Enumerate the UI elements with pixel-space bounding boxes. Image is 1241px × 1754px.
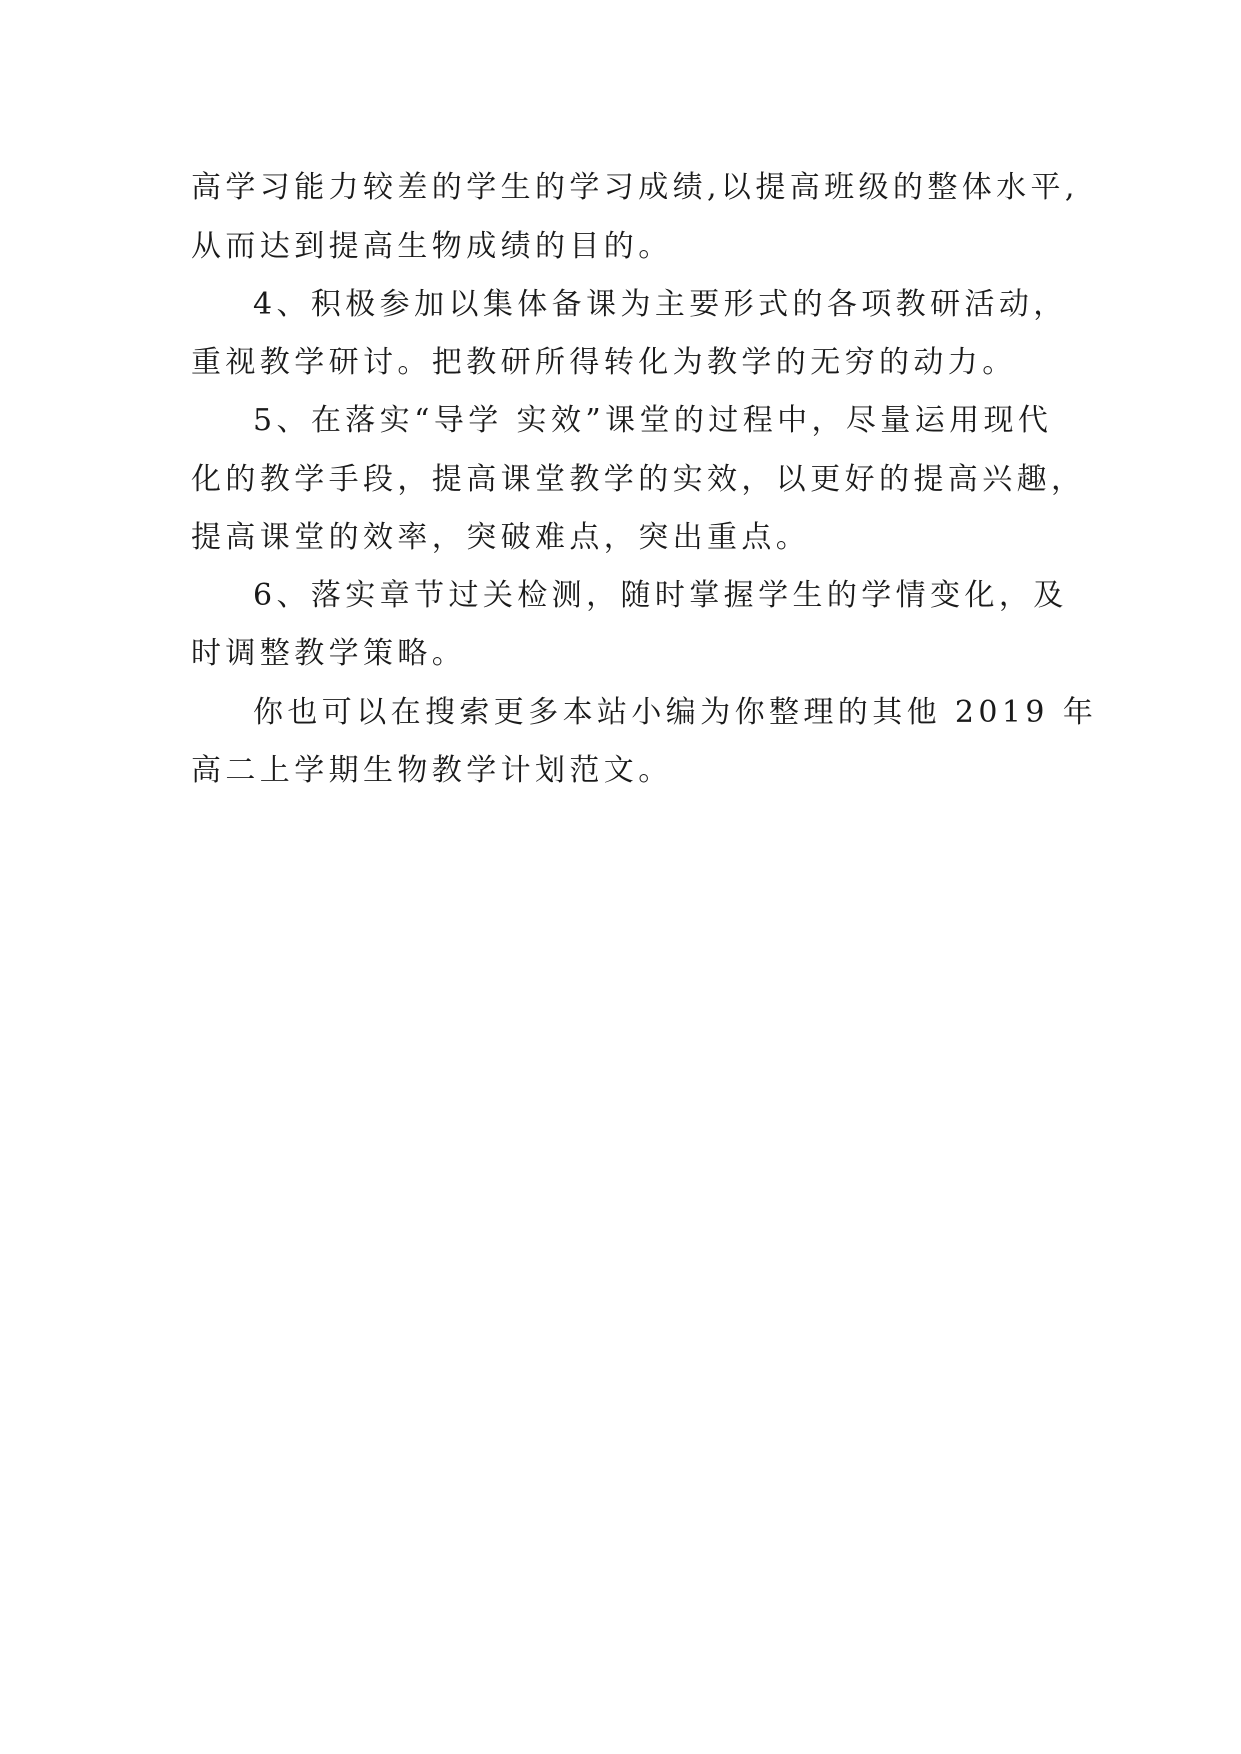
paragraph-line: 你也可以在搜索更多本站小编为你整理的其他 2019 年	[253, 695, 1098, 730]
paragraph-line: 4、积极参加以集体备课为主要形式的各项教研活动，	[253, 287, 1068, 322]
paragraph-line: 高学习能力较差的学生的学习成绩,以提高班级的整体水平,	[191, 170, 1079, 205]
paragraph-line: 提高课堂的效率，突破难点，突出重点。	[191, 520, 811, 555]
paragraph-line: 化的教学手段，提高课堂教学的实效，以更好的提高兴趣，	[191, 462, 1086, 497]
paragraph-line: 重视教学研讨。把教研所得转化为教学的无穷的动力。	[191, 345, 1017, 380]
paragraph-line: 高二上学期生物教学计划范文。	[191, 753, 673, 788]
paragraph-line: 6、落实章节过关检测，随时掌握学生的学情变化，及	[253, 578, 1068, 613]
paragraph-line: 5、在落实“导学 实效”课堂的过程中，尽量运用现代	[253, 403, 1053, 438]
paragraph-line: 时调整教学策略。	[191, 636, 467, 671]
paragraph-line: 从而达到提高生物成绩的目的。	[191, 229, 673, 264]
